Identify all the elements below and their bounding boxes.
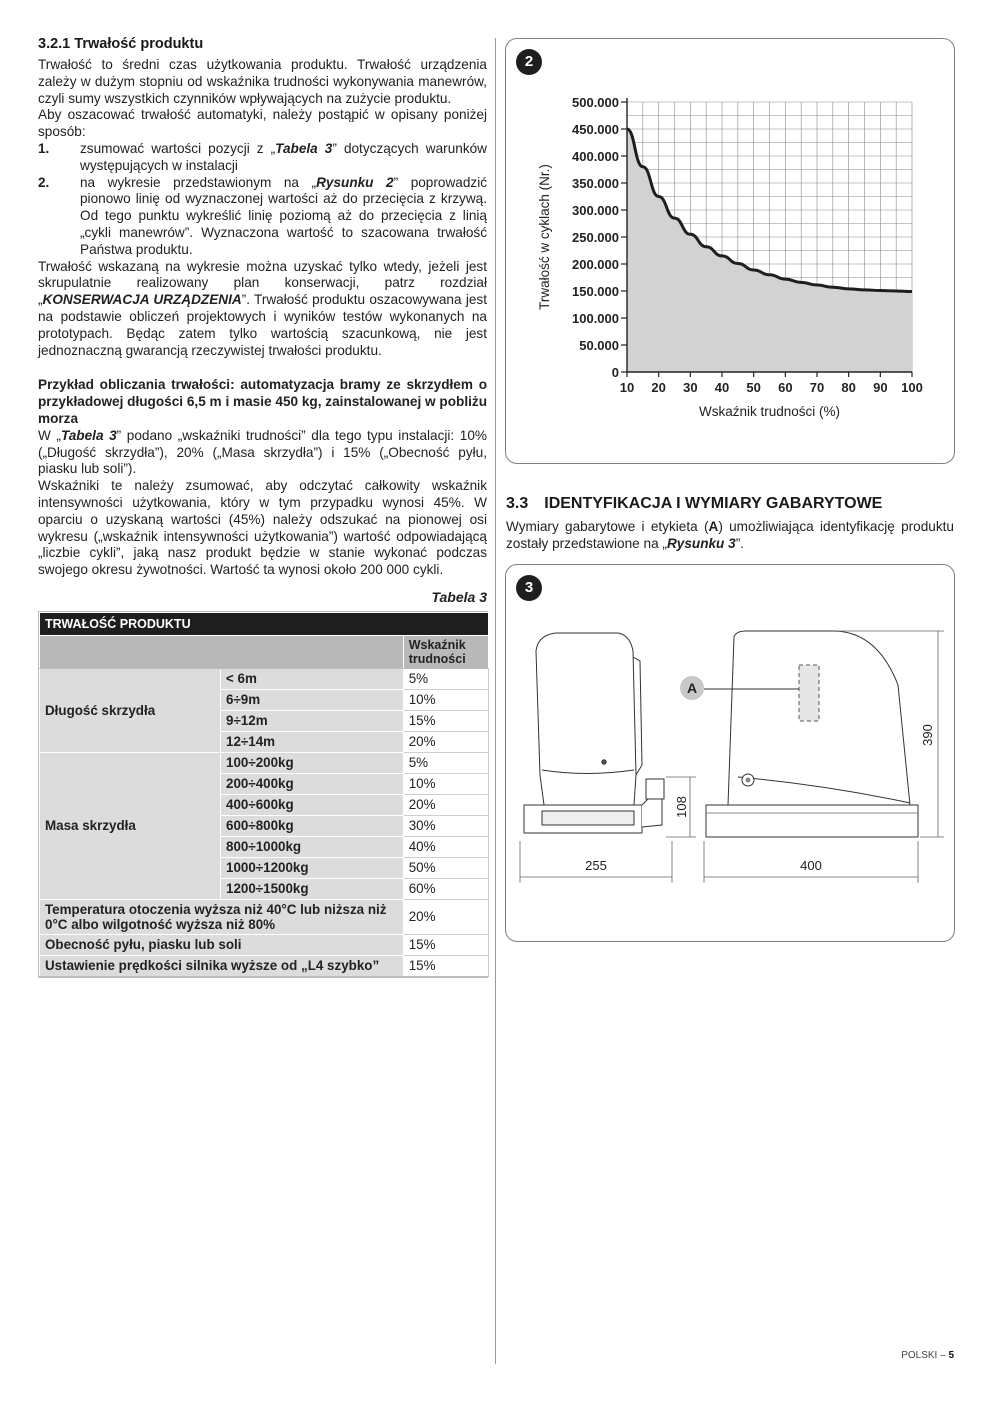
table-value: 50% xyxy=(403,857,488,878)
x-tick-label: 80 xyxy=(841,380,856,395)
x-tick-label: 30 xyxy=(683,380,698,395)
y-tick-label: 150.000 xyxy=(572,284,619,299)
y-tick-label: 400.000 xyxy=(572,149,619,164)
x-tick-label: 50 xyxy=(746,380,761,395)
y-axis-label: Trwałość w cyklach (Nr.) xyxy=(537,164,552,310)
table-header-empty xyxy=(40,635,404,668)
table-category: Ustawienie prędkości silnika wyższe od „L4 szybko” xyxy=(40,955,404,976)
maintenance-paragraph: Trwałość wskazaną na wykresie można uzyskać tylko wtedy, jeżeli jest skrupulatnie realizowany plan konserwacji, patrz rozdział „KONSERWACJA URZĄDZENIA”. Trwałość produktu oszacowywana jest na podstawie obliczeń projektowych i wyników testów wykonanych na prototypach. Będąc zatem tylko wartością szacunkową, nie jest jednoznaczną gwarancją rzeczywistej trwałości produktu. xyxy=(38,258,487,358)
dimension-108: 108 xyxy=(674,796,689,818)
figure-2-box xyxy=(505,38,955,464)
table-value: 40% xyxy=(403,836,488,857)
identification-label-area xyxy=(799,665,819,721)
list-item: 1. zsumować wartości pozycji z „Tabela 3” dotyczących warunków występujących w instalacji xyxy=(38,140,487,173)
front-view-base xyxy=(706,805,918,837)
x-tick-label: 60 xyxy=(778,380,793,395)
table-subcategory: 9÷12m xyxy=(221,710,404,731)
table-subcategory: 200÷400kg xyxy=(221,773,404,794)
table-subcategory: 600÷800kg xyxy=(221,815,404,836)
x-tick-label: 10 xyxy=(619,380,635,395)
x-tick-label: 100 xyxy=(901,380,923,395)
example-paragraph-2: Wskaźniki te należy zsumować, aby odczytać całkowity wskaźnik intensywności użytkowania, który w tym przypadku wynosi 45%. W oparciu o uzyskaną wartości (45%) należy odszukać na pionowej osi wykresu („wskaźnik intensywności użytkowania”) wartość odpowiadającą „liczbie cykli”, jaką nasz produkt będzie w stanie wykonać podczas swojego okresu żywotności. Wartość ta wynosi około 200 000 cykli. xyxy=(38,478,487,578)
table-subcategory: 12÷14m xyxy=(221,731,404,752)
y-tick-label: 350.000 xyxy=(572,176,619,191)
subsection-heading: 3.2.1 Trwałość produktu xyxy=(38,36,204,52)
table-subcategory: 1000÷1200kg xyxy=(221,857,404,878)
y-tick-label: 300.000 xyxy=(572,203,619,218)
column-divider xyxy=(495,38,496,1364)
x-tick-label: 90 xyxy=(873,380,888,395)
left-column xyxy=(38,36,487,978)
page-footer: POLSKI – 5 xyxy=(901,1350,954,1361)
table-value: 20% xyxy=(403,794,488,815)
table-row xyxy=(40,668,489,689)
figure-reference: Rysunku 2 xyxy=(316,174,394,190)
durability-chart xyxy=(506,39,954,463)
x-tick-label: 20 xyxy=(651,380,666,395)
side-view-screw xyxy=(602,760,606,764)
table-value: 15% xyxy=(403,934,488,955)
figure-3-box xyxy=(505,564,955,942)
table-row xyxy=(40,934,489,955)
table-value: 15% xyxy=(403,710,488,731)
side-view-base-slot xyxy=(542,811,634,825)
table-caption: Tabela 3 xyxy=(431,588,487,605)
table-title: TRWAŁOŚĆ PRODUKTU xyxy=(40,612,489,635)
table-subcategory: 6÷9m xyxy=(221,689,404,710)
table-value: 30% xyxy=(403,815,488,836)
section-heading: 3.3 IDENTYFIKACJA I WYMIARY GABARYTOWE xyxy=(506,495,883,512)
table-row xyxy=(40,955,489,976)
table-reference: Tabela 3 xyxy=(275,140,333,156)
table-category: Temperatura otoczenia wyższa niż 40°C lub niższa niż 0°C albo wilgotność wyższa niż 80% xyxy=(40,899,404,934)
table-value: 10% xyxy=(403,773,488,794)
table-category: Masa skrzydła xyxy=(40,752,221,899)
x-tick-label: 70 xyxy=(809,380,825,395)
figure-badge: 2 xyxy=(516,49,542,75)
table-reference: Tabela 3 xyxy=(60,427,117,443)
table-column-header: Wskaźnik trudności xyxy=(403,635,488,668)
dimension-400: 400 xyxy=(800,858,822,873)
side-view-gear xyxy=(642,797,662,827)
dimension-390: 390 xyxy=(920,724,935,746)
example-title: Przykład obliczania trwałości: automatyzacja bramy ze skrzydłem o przykładowej długości 6,5 m i masie 450 kg, zainstalowanej w pobliżu morza xyxy=(38,377,487,426)
durability-table xyxy=(38,611,488,978)
y-tick-label: 100.000 xyxy=(572,311,619,326)
dimensions-drawing xyxy=(506,565,954,941)
intro-paragraph-2: Aby oszacować trwałość automatyki, należy postąpić w opisany poniżej sposób: xyxy=(38,107,487,140)
page-number: 5 xyxy=(948,1350,954,1361)
table-row xyxy=(40,752,489,773)
y-tick-label: 200.000 xyxy=(572,257,619,272)
table-value: 60% xyxy=(403,878,488,899)
section-body: Wymiary gabarytowe i etykieta (A) umożliwiająca identyfikację produktu zostały przedstawione na „Rysunku 3”. xyxy=(506,519,954,551)
table-subcategory: 800÷1000kg xyxy=(221,836,404,857)
side-view-pinion xyxy=(646,779,664,799)
table-row xyxy=(40,899,489,934)
table-subcategory: < 6m xyxy=(221,668,404,689)
y-tick-label: 250.000 xyxy=(572,230,619,245)
list-item: 2. na wykresie przedstawionym na „Rysunku 2” poprowadzić pionowo linię od wyznaczonej wartości aż do przecięcia z krzywą. Od tego punktu wykreślić linię poziomą aż do przecięcia z linią „cykli manewrów”. Wyznaczona wartość to szacowana trwałość Państwa produktu. xyxy=(38,174,488,257)
label-reference: A xyxy=(708,519,719,534)
steps-list xyxy=(38,141,487,259)
figure-reference: Rysunku 3 xyxy=(666,535,736,551)
table-category: Długość skrzydła xyxy=(40,668,221,752)
table-subcategory: 100÷200kg xyxy=(221,752,404,773)
y-tick-label: 500.000 xyxy=(572,95,619,110)
table-subcategory: 1200÷1500kg xyxy=(221,878,404,899)
front-view-lock-inner xyxy=(746,778,751,783)
intro-paragraph-1: Trwałość to średni czas użytkowania produktu. Trwałość urządzenia zależy w dużym stopniu od wskaźnika trudności wykonywania manewrów, czyli sumy wszystkich czynników wpływających na zużycie produktu. xyxy=(38,57,487,106)
side-view-body xyxy=(536,633,636,805)
table-subcategory: 400÷600kg xyxy=(221,794,404,815)
table-value: 15% xyxy=(403,955,488,976)
y-tick-label: 50.000 xyxy=(579,338,619,353)
figure-badge: 3 xyxy=(516,575,542,601)
label-a: A xyxy=(686,680,698,696)
table-value: 5% xyxy=(403,668,488,689)
table-value: 10% xyxy=(403,689,488,710)
table-value: 20% xyxy=(403,731,488,752)
y-tick-label: 0 xyxy=(611,365,619,380)
example-paragraph-1: W „Tabela 3” podano „wskaźniki trudności” dla tego typu instalacji: 10% („Długość skrzydła”), 20% („Masa skrzydła”) i 15% („Obecność pyłu, piasku lub soli”). xyxy=(38,427,487,477)
table-category: Obecność pyłu, piasku lub soli xyxy=(40,934,404,955)
table-value: 20% xyxy=(403,899,488,934)
x-tick-label: 40 xyxy=(714,380,730,395)
y-tick-label: 450.000 xyxy=(572,122,619,137)
x-axis-label: Wskaźnik trudności (%) xyxy=(698,404,841,419)
table-value: 5% xyxy=(403,752,488,773)
chapter-reference: KONSERWACJA URZĄDZENIA xyxy=(42,292,242,308)
dimension-255: 255 xyxy=(585,858,607,873)
